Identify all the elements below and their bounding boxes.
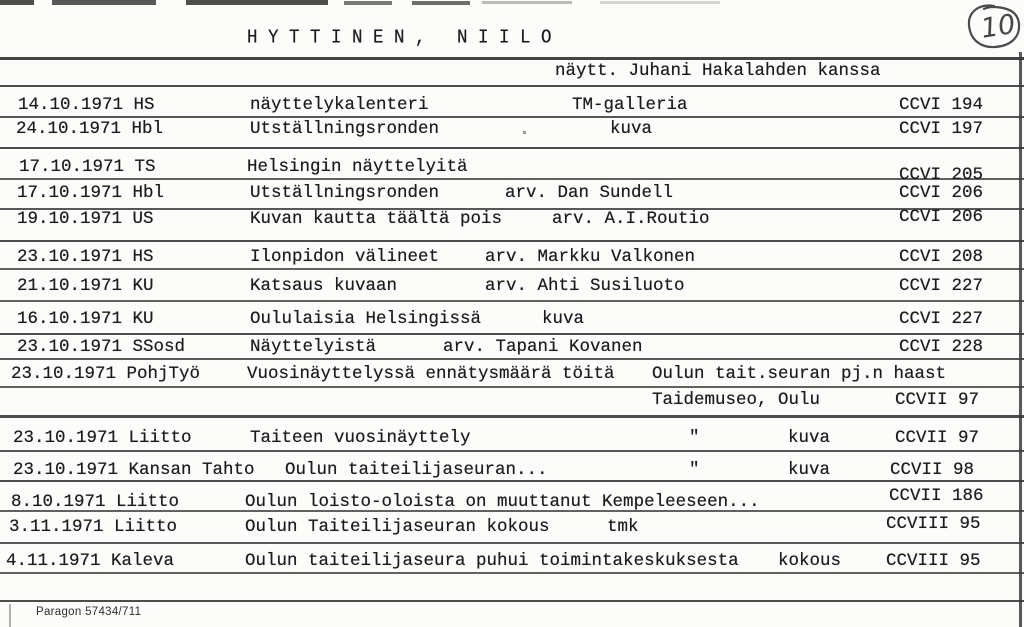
- entry-date: 19.10.1971 US: [17, 209, 154, 229]
- archive-reference: CCVIII 95: [886, 514, 981, 534]
- article-title: Oulun loisto-oloista on muuttanut Kempeleeseen...: [245, 492, 760, 512]
- archive-reference: CCVI 206: [899, 183, 984, 203]
- archive-reference: CCVIII 95: [886, 551, 981, 571]
- entry-note: kuva: [788, 428, 831, 448]
- rule-line: [0, 57, 1024, 60]
- table-row: [0, 157, 1024, 185]
- archive-reference: CCVI 228: [899, 337, 984, 357]
- archive-reference: CCVI 206: [899, 207, 984, 227]
- entry-date: 8.10.1971 Liitto: [11, 492, 180, 512]
- rule-line: [0, 85, 1024, 87]
- article-title: näyttelykalenteri: [250, 95, 429, 115]
- table-row: [0, 460, 1024, 482]
- exhibition-note: näytt. Juhani Hakalahden kanssa: [555, 61, 881, 81]
- entry-date: 23.10.1971 Kansan Tahto: [13, 460, 255, 480]
- ditto-mark: ": [689, 460, 700, 480]
- table-row: [0, 428, 1024, 450]
- scan-artifact: [600, 1, 720, 4]
- scan-artifact: [344, 1, 392, 5]
- article-title: Vuosinäyttelyssä ennätysmäärä töitä: [247, 364, 615, 384]
- article-title: Utställningsronden: [250, 119, 440, 139]
- archive-reference: CCVII 98: [890, 460, 975, 480]
- archive-reference: CCVII 186: [889, 486, 984, 506]
- table-row: [0, 364, 1024, 386]
- entry-date: 17.10.1971 TS: [19, 157, 156, 177]
- entry-note: Oulun tait.seuran pj.n haast: [652, 364, 947, 384]
- article-title: Oulun Taiteilijaseuran kokous: [245, 517, 550, 537]
- entry-date: 23.10.1971 HS: [17, 247, 154, 267]
- entry-note: arv. Markku Valkonen: [485, 247, 696, 267]
- table-row: [0, 514, 1024, 539]
- article-title: Katsaus kuvaan: [250, 276, 398, 296]
- table-row: [0, 95, 1024, 117]
- entry-date: 16.10.1971 KU: [17, 309, 154, 329]
- handwritten-circled-number: [963, 1, 1024, 53]
- article-title: Helsingin näyttelyitä: [247, 157, 468, 177]
- entry-date: 14.10.1971 HS: [18, 95, 155, 115]
- archive-reference: CCVI 208: [899, 247, 984, 267]
- circled-number-text: 10: [978, 8, 1018, 45]
- rule-line: [0, 147, 1024, 149]
- archive-reference: CCVI 227: [899, 276, 984, 296]
- table-row: [0, 183, 1024, 205]
- table-row: [0, 309, 1024, 331]
- table-row: [0, 247, 1024, 269]
- article-title: Oululaisia Helsingissä: [250, 309, 482, 329]
- page-title: H Y T T I N E N , N I I L O: [247, 27, 552, 50]
- entry-note: arv. A.I.Routio: [552, 209, 710, 229]
- entry-note: kuva: [542, 309, 585, 329]
- article-title: Oulun taiteilijaseuran...: [285, 460, 548, 480]
- entry-note: tmk: [607, 517, 639, 537]
- archive-reference: CCVII 97: [895, 428, 980, 448]
- article-title: Kuvan kautta täältä pois: [250, 209, 503, 229]
- rule-line: [0, 240, 1024, 242]
- entry-note: arv. Ahti Susiluoto: [485, 276, 685, 296]
- scan-artifact: [186, 0, 328, 5]
- table-row: [0, 390, 1024, 412]
- rule-line: [0, 300, 1024, 302]
- scan-artifact: [52, 0, 156, 5]
- archive-reference: CCVI 197: [899, 119, 984, 139]
- entry-date: 3.11.1971 Liitto: [9, 517, 178, 537]
- table-row: [0, 486, 1024, 514]
- footer-print-code: Paragon 57434/711: [36, 606, 142, 618]
- rule-line: [0, 542, 1024, 544]
- entry-note: arv. Dan Sundell: [505, 183, 674, 203]
- entry-date: 23.10.1971 SSosd: [17, 337, 186, 357]
- entry-date: 4.11.1971 Kaleva: [6, 551, 175, 571]
- entry-note: kuva: [788, 460, 831, 480]
- entry-note: arv. Tapani Kovanen: [443, 337, 643, 357]
- article-title: Ilonpidon välineet: [250, 247, 440, 267]
- scan-artifact: [482, 1, 572, 4]
- entry-date: 23.10.1971 Liitto: [13, 428, 192, 448]
- scan-artifact: [412, 1, 470, 5]
- table-row: [0, 209, 1024, 231]
- entry-date: 23.10.1971 PohjTyö: [11, 364, 201, 384]
- archive-reference: CCVI 194: [899, 95, 984, 115]
- article-title: Näyttelyistä: [250, 337, 377, 357]
- archive-reference: CCVI 205: [899, 165, 984, 185]
- rule-line: [0, 450, 1024, 452]
- entry-note: Taidemuseo, Oulu: [652, 390, 821, 410]
- archive-reference: CCVI 227: [899, 309, 984, 329]
- ditto-mark: ": [689, 428, 700, 448]
- rule-line: [0, 386, 1024, 388]
- table-row: [0, 337, 1024, 359]
- table-row: [0, 119, 1024, 141]
- entry-note: TM-galleria: [572, 95, 688, 115]
- entry-date: 17.10.1971 Hbl: [17, 183, 165, 203]
- article-title: Utställningsronden: [250, 183, 440, 203]
- entry-date: 21.10.1971 KU: [17, 276, 154, 296]
- table-row: [0, 551, 1024, 573]
- archive-reference: CCVII 97: [895, 390, 980, 410]
- rule-line: [0, 415, 1024, 418]
- entry-note: kokous: [778, 551, 842, 571]
- rule-line: [0, 333, 1024, 335]
- scan-artifact: [0, 0, 34, 5]
- table-row: [0, 276, 1024, 298]
- scan-artifact: [9, 604, 11, 627]
- rule-line: [0, 600, 1024, 602]
- article-title: Taiteen vuosinäyttely: [250, 428, 471, 448]
- entry-note: kuva: [610, 119, 653, 139]
- entry-date: 24.10.1971 Hbl: [16, 119, 164, 139]
- article-title: Oulun taiteilijaseura puhui toimintakeskuksesta: [245, 551, 739, 571]
